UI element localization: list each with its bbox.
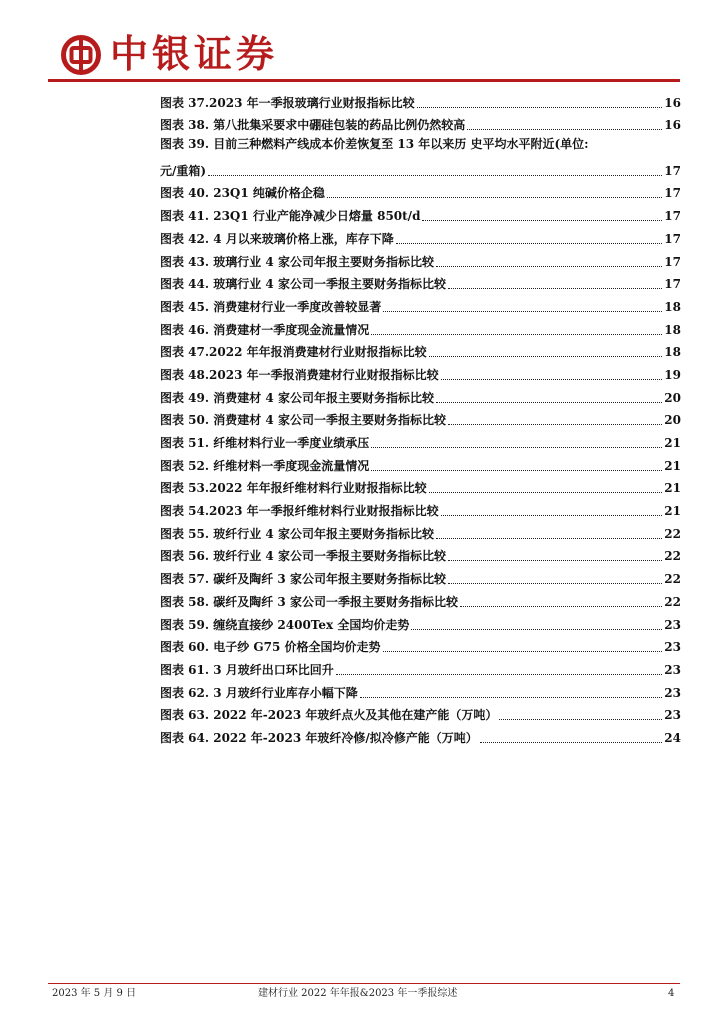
toc-dot-leader xyxy=(371,470,662,471)
toc-entry[interactable] xyxy=(160,678,681,701)
toc-entry-title: 图表 44. 玻璃行业 4 家公司一季报主要财务指标比较 xyxy=(160,277,446,292)
toc-entry-page: 17 xyxy=(664,186,681,201)
toc-entry-page: 22 xyxy=(664,549,681,564)
toc-entry-page: 22 xyxy=(664,594,681,609)
toc-entry-title: 图表 42. 4 月以来玻璃价格上涨，库存下降 xyxy=(160,231,394,246)
toc-entry-page: 21 xyxy=(664,436,681,451)
toc-entry-page: 21 xyxy=(664,504,681,519)
page-header xyxy=(0,0,724,90)
toc-dot-leader xyxy=(448,583,662,584)
toc-dot-leader xyxy=(371,447,662,448)
toc-entry[interactable] xyxy=(160,270,681,293)
toc-entry[interactable] xyxy=(160,428,681,451)
toc-dot-leader xyxy=(436,266,662,267)
toc-entry[interactable] xyxy=(160,519,681,542)
toc-entry[interactable] xyxy=(160,496,681,519)
toc-entry-title: 图表 55. 玻纤行业 4 家公司年报主要财务指标比较 xyxy=(160,526,434,541)
toc-entry[interactable] xyxy=(160,201,681,224)
toc-dot-leader xyxy=(467,129,662,130)
toc-entry-page: 23 xyxy=(664,685,681,700)
toc-entry[interactable] xyxy=(160,111,681,134)
toc-entry-page: 21 xyxy=(664,458,681,473)
toc-entry[interactable] xyxy=(160,451,681,474)
toc-entry-page: 16 xyxy=(664,95,681,110)
toc-entry-title: 图表 61. 3 月玻纤出口环比回升 xyxy=(160,662,334,677)
toc-entry-page: 18 xyxy=(664,322,681,337)
toc-dot-leader xyxy=(417,107,663,108)
toc-dot-leader xyxy=(422,220,662,221)
toc-entry[interactable] xyxy=(160,633,681,656)
toc-entry-page: 21 xyxy=(664,481,681,496)
footer-date: 2023 年 5 月 9 日 xyxy=(52,988,137,999)
toc-entry[interactable] xyxy=(160,655,681,678)
toc-entry[interactable] xyxy=(160,474,681,497)
toc-dot-leader xyxy=(208,175,662,176)
toc-entry-title: 图表 60. 电子纱 G75 价格全国均价走势 xyxy=(160,640,381,655)
toc-entry-page: 17 xyxy=(664,209,681,224)
header-divider xyxy=(48,79,680,82)
toc-entry-title: 图表 62. 3 月玻纤行业库存小幅下降 xyxy=(160,685,358,700)
toc-entry-title-line: 图表 39. 目前三种燃料产线成本价差恢复至 13 年以来历 史平均水平附近(单位: xyxy=(160,137,589,152)
toc-entry-page: 22 xyxy=(664,526,681,541)
toc-dot-leader xyxy=(383,311,662,312)
toc-entry[interactable] xyxy=(160,224,681,247)
toc-entry[interactable] xyxy=(160,179,681,202)
toc-entry[interactable] xyxy=(160,88,681,111)
toc-entry[interactable] xyxy=(160,360,681,383)
toc-entry[interactable] xyxy=(160,723,681,746)
toc-entry-title: 图表 57. 碳纤及陶纤 3 家公司年报主要财务指标比较 xyxy=(160,572,446,587)
toc-entry-title: 图表 63. 2022 年-2023 年玻纤点火及其他在建产能（万吨） xyxy=(160,708,498,723)
footer-divider xyxy=(48,983,680,984)
toc-entry-title: 图表 56. 玻纤行业 4 家公司一季报主要财务指标比较 xyxy=(160,549,446,564)
toc-entry[interactable] xyxy=(160,701,681,724)
toc-dot-leader xyxy=(336,674,663,675)
toc-dot-leader xyxy=(429,492,663,493)
toc-entry[interactable] xyxy=(160,406,681,429)
toc-dot-leader xyxy=(411,629,662,630)
toc-entry[interactable] xyxy=(160,338,681,361)
toc-entry-title: 图表 58. 碳纤及陶纤 3 家公司一季报主要财务指标比较 xyxy=(160,594,458,609)
toc-dot-leader xyxy=(360,697,663,698)
toc-entry[interactable] xyxy=(160,133,681,178)
toc-entry-title: 图表 59. 缠绕直接纱 2400Tex 全国均价走势 xyxy=(160,617,410,632)
toc-dot-leader xyxy=(371,334,662,335)
toc-entry-title: 图表 37.2023 年一季报玻璃行业财报指标比较 xyxy=(160,95,415,110)
toc-entry-title: 图表 49. 消费建材 4 家公司年报主要财务指标比较 xyxy=(160,390,434,405)
toc-entry-page: 17 xyxy=(664,254,681,269)
bank-of-china-logo-icon xyxy=(60,34,102,76)
toc-entry-title: 图表 48.2023 年一季报消费建材行业财报指标比较 xyxy=(160,367,439,382)
toc-entry[interactable] xyxy=(160,292,681,315)
toc-entry-page: 17 xyxy=(664,163,681,178)
footer-page-number: 4 xyxy=(668,988,675,999)
toc-entry-page: 17 xyxy=(664,231,681,246)
toc-entry-title: 图表 64. 2022 年-2023 年玻纤冷修/拟冷修产能（万吨） xyxy=(160,730,478,745)
toc-dot-leader xyxy=(448,560,662,561)
toc-dot-leader xyxy=(327,197,662,198)
toc-entry-title: 图表 52. 纤维材料一季度现金流量情况 xyxy=(160,458,370,473)
toc-entry-page: 23 xyxy=(664,617,681,632)
toc-entry-title: 图表 46. 消费建材一季度现金流量情况 xyxy=(160,322,370,337)
toc-entry-title: 图表 51. 纤维材料行业一季度业绩承压 xyxy=(160,436,370,451)
toc-entry-page: 19 xyxy=(664,367,681,382)
toc-dot-leader xyxy=(499,719,662,720)
toc-entry-page: 17 xyxy=(664,277,681,292)
toc-dot-leader xyxy=(436,402,662,403)
toc-entry[interactable] xyxy=(160,383,681,406)
toc-entry-page: 18 xyxy=(664,299,681,314)
toc-entry-page: 16 xyxy=(664,118,681,133)
toc-entry-page: 20 xyxy=(664,413,681,428)
toc-dot-leader xyxy=(396,243,663,244)
toc-entry-page: 18 xyxy=(664,345,681,360)
toc-entry-page: 22 xyxy=(664,572,681,587)
toc-entry-page: 24 xyxy=(664,730,681,745)
toc-entry[interactable] xyxy=(160,542,681,565)
toc-dot-leader xyxy=(429,356,663,357)
toc-entry-title: 图表 38. 第八批集采要求中硼硅包装的药品比例仍然较高 xyxy=(160,118,466,133)
figure-list xyxy=(160,88,681,746)
toc-entry-page: 23 xyxy=(664,708,681,723)
toc-entry[interactable] xyxy=(160,587,681,610)
toc-dot-leader xyxy=(441,515,663,516)
toc-entry-continuation xyxy=(160,156,681,179)
toc-entry[interactable] xyxy=(160,315,681,338)
toc-dot-leader xyxy=(448,288,662,289)
toc-entry-title: 图表 50. 消费建材 4 家公司一季报主要财务指标比较 xyxy=(160,413,446,428)
toc-entry[interactable] xyxy=(160,247,681,270)
toc-dot-leader xyxy=(448,424,662,425)
toc-dot-leader xyxy=(383,651,663,652)
toc-entry-page: 23 xyxy=(664,662,681,677)
toc-entry-title: 图表 40. 23Q1 纯碱价格企稳 xyxy=(160,186,325,201)
toc-dot-leader xyxy=(436,538,662,539)
toc-entry-title: 图表 54.2023 年一季报纤维材料行业财报指标比较 xyxy=(160,504,439,519)
toc-entry[interactable] xyxy=(160,564,681,587)
toc-dot-leader xyxy=(460,606,662,607)
toc-dot-leader xyxy=(480,742,663,743)
toc-dot-leader xyxy=(441,379,663,380)
toc-entry-title: 图表 53.2022 年年报纤维材料行业财报指标比较 xyxy=(160,481,427,496)
footer-report-title: 建材行业 2022 年年报&2023 年一季报综述 xyxy=(258,988,458,999)
toc-entry-page: 20 xyxy=(664,390,681,405)
toc-entry-title: 图表 41. 23Q1 行业产能净减少日熔量 850t/d xyxy=(160,209,421,224)
toc-entry-title: 图表 43. 玻璃行业 4 家公司年报主要财务指标比较 xyxy=(160,254,434,269)
toc-entry-page: 23 xyxy=(664,640,681,655)
toc-entry-title: 图表 45. 消费建材行业一季度改善较显著 xyxy=(160,299,382,314)
brand-name: 中银证券 xyxy=(110,32,279,76)
toc-entry-title: 图表 47.2022 年年报消费建材行业财报指标比较 xyxy=(160,345,427,360)
toc-entry-title: 元/重箱) xyxy=(160,163,207,178)
toc-entry[interactable] xyxy=(160,610,681,633)
